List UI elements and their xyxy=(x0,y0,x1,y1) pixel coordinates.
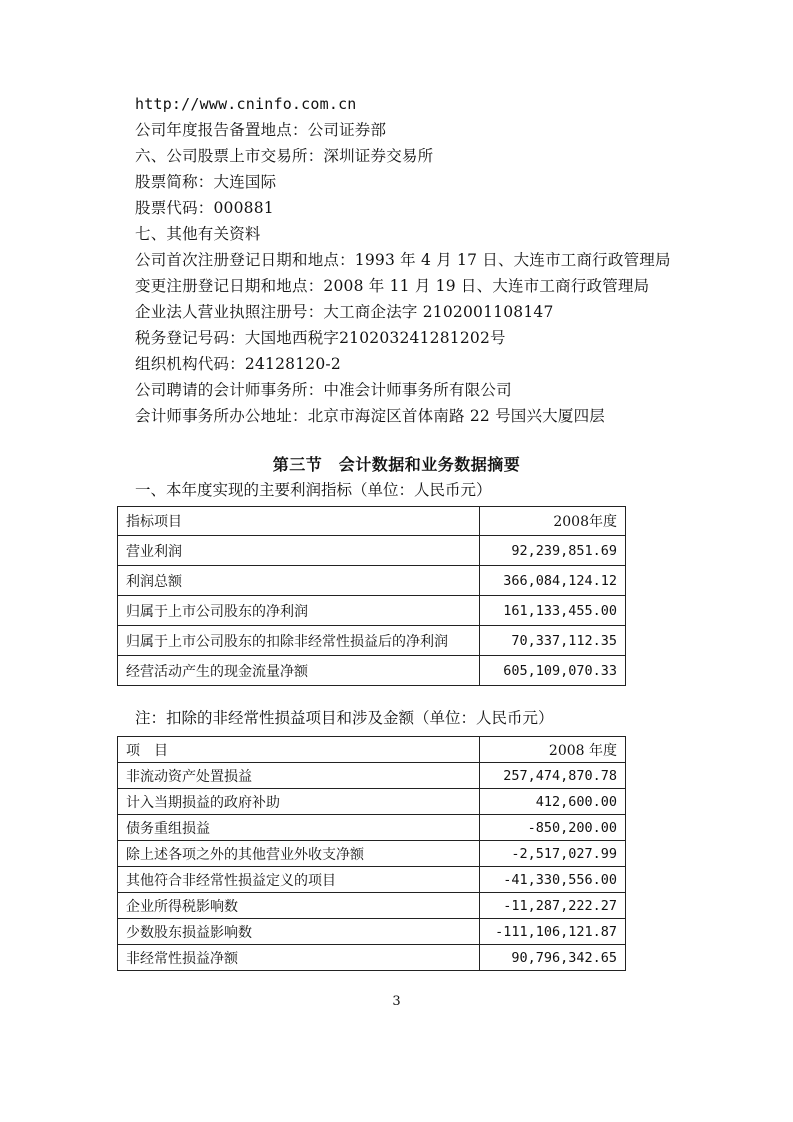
table-row xyxy=(118,566,626,596)
row-value: -2,517,027.99 xyxy=(480,841,626,867)
report-location: 公司年度报告备置地点：公司证券部 xyxy=(135,121,387,139)
row-value: 257,474,870.78 xyxy=(480,763,626,789)
table-row xyxy=(118,656,626,686)
row-label: 少数股东损益影响数 xyxy=(118,919,480,945)
row-label: 其他符合非经常性损益定义的项目 xyxy=(118,867,480,893)
table-row xyxy=(118,841,626,867)
row-label: 非经常性损益净额 xyxy=(118,945,480,971)
row-value: 412,600.00 xyxy=(480,789,626,815)
nonrecurring-note: 注：扣除的非经常性损益项目和涉及金额（单位：人民币元） xyxy=(135,709,554,727)
row-label: 债务重组损益 xyxy=(118,815,480,841)
website-url[interactable]: http://www.cninfo.com.cn xyxy=(135,95,357,113)
change-registration: 变更注册登记日期和地点：2008 年 11 月 19 日、大连市工商行政管理局 xyxy=(135,277,650,295)
table-row xyxy=(118,596,626,626)
table-row xyxy=(118,815,626,841)
first-registration: 公司首次注册登记日期和地点：1993 年 4 月 17 日、大连市工商行政管理局 xyxy=(135,251,671,269)
tax-registration: 税务登记号码：大国地西税字210203241281202号 xyxy=(135,329,506,347)
row-label: 非流动资产处置损益 xyxy=(118,763,480,789)
row-value: 605,109,070.33 xyxy=(480,656,626,686)
table-row xyxy=(118,867,626,893)
header-year: 2008年度 xyxy=(480,507,626,536)
other-info-heading: 七、其他有关资料 xyxy=(135,225,261,243)
row-label: 除上述各项之外的其他营业外收支净额 xyxy=(118,841,480,867)
profit-indicators-table xyxy=(117,506,626,686)
organization-code: 组织机构代码：24128120-2 xyxy=(135,355,341,373)
header-item: 指标项目 xyxy=(118,507,480,536)
row-value: 366,084,124.12 xyxy=(480,566,626,596)
section-title: 第三节 会计数据和业务数据摘要 xyxy=(272,455,521,474)
business-license: 企业法人营业执照注册号：大工商企法字 2102001108147 xyxy=(135,303,554,321)
stock-abbreviation: 股票简称：大连国际 xyxy=(135,173,277,191)
table-row xyxy=(118,945,626,971)
row-value: -41,330,556.00 xyxy=(480,867,626,893)
nonrecurring-items-table xyxy=(117,736,626,971)
row-value: 90,796,342.65 xyxy=(480,945,626,971)
row-label: 归属于上市公司股东的扣除非经常性损益后的净利润 xyxy=(118,626,480,656)
header-year: 2008 年度 xyxy=(480,737,626,763)
row-value: -111,106,121.87 xyxy=(480,919,626,945)
row-value: 92,239,851.69 xyxy=(480,536,626,566)
table-row xyxy=(118,763,626,789)
table-header-row xyxy=(118,737,626,763)
row-value: -850,200.00 xyxy=(480,815,626,841)
row-label: 计入当期损益的政府补助 xyxy=(118,789,480,815)
row-label: 利润总额 xyxy=(118,566,480,596)
stock-code: 股票代码：000881 xyxy=(135,199,274,217)
table-row xyxy=(118,919,626,945)
row-label: 企业所得税影响数 xyxy=(118,893,480,919)
row-value: 161,133,455.00 xyxy=(480,596,626,626)
row-label: 经营活动产生的现金流量净额 xyxy=(118,656,480,686)
row-value: 70,337,112.35 xyxy=(480,626,626,656)
accounting-firm: 公司聘请的会计师事务所：中准会计师事务所有限公司 xyxy=(135,381,512,399)
stock-exchange: 六、公司股票上市交易所：深圳证券交易所 xyxy=(135,147,434,165)
table-row xyxy=(118,893,626,919)
row-label: 营业利润 xyxy=(118,536,480,566)
section-subtitle: 一、本年度实现的主要利润指标（单位：人民币元） xyxy=(135,481,492,499)
page-number: 3 xyxy=(392,994,401,1009)
table-row xyxy=(118,626,626,656)
header-item: 项 目 xyxy=(118,737,480,763)
table-row xyxy=(118,536,626,566)
company-info-block xyxy=(135,91,695,429)
table-header-row xyxy=(118,507,626,536)
row-value: -11,287,222.27 xyxy=(480,893,626,919)
accounting-firm-address: 会计师事务所办公地址：北京市海淀区首体南路 22 号国兴大厦四层 xyxy=(135,407,605,425)
row-label: 归属于上市公司股东的净利润 xyxy=(118,596,480,626)
table-row xyxy=(118,789,626,815)
